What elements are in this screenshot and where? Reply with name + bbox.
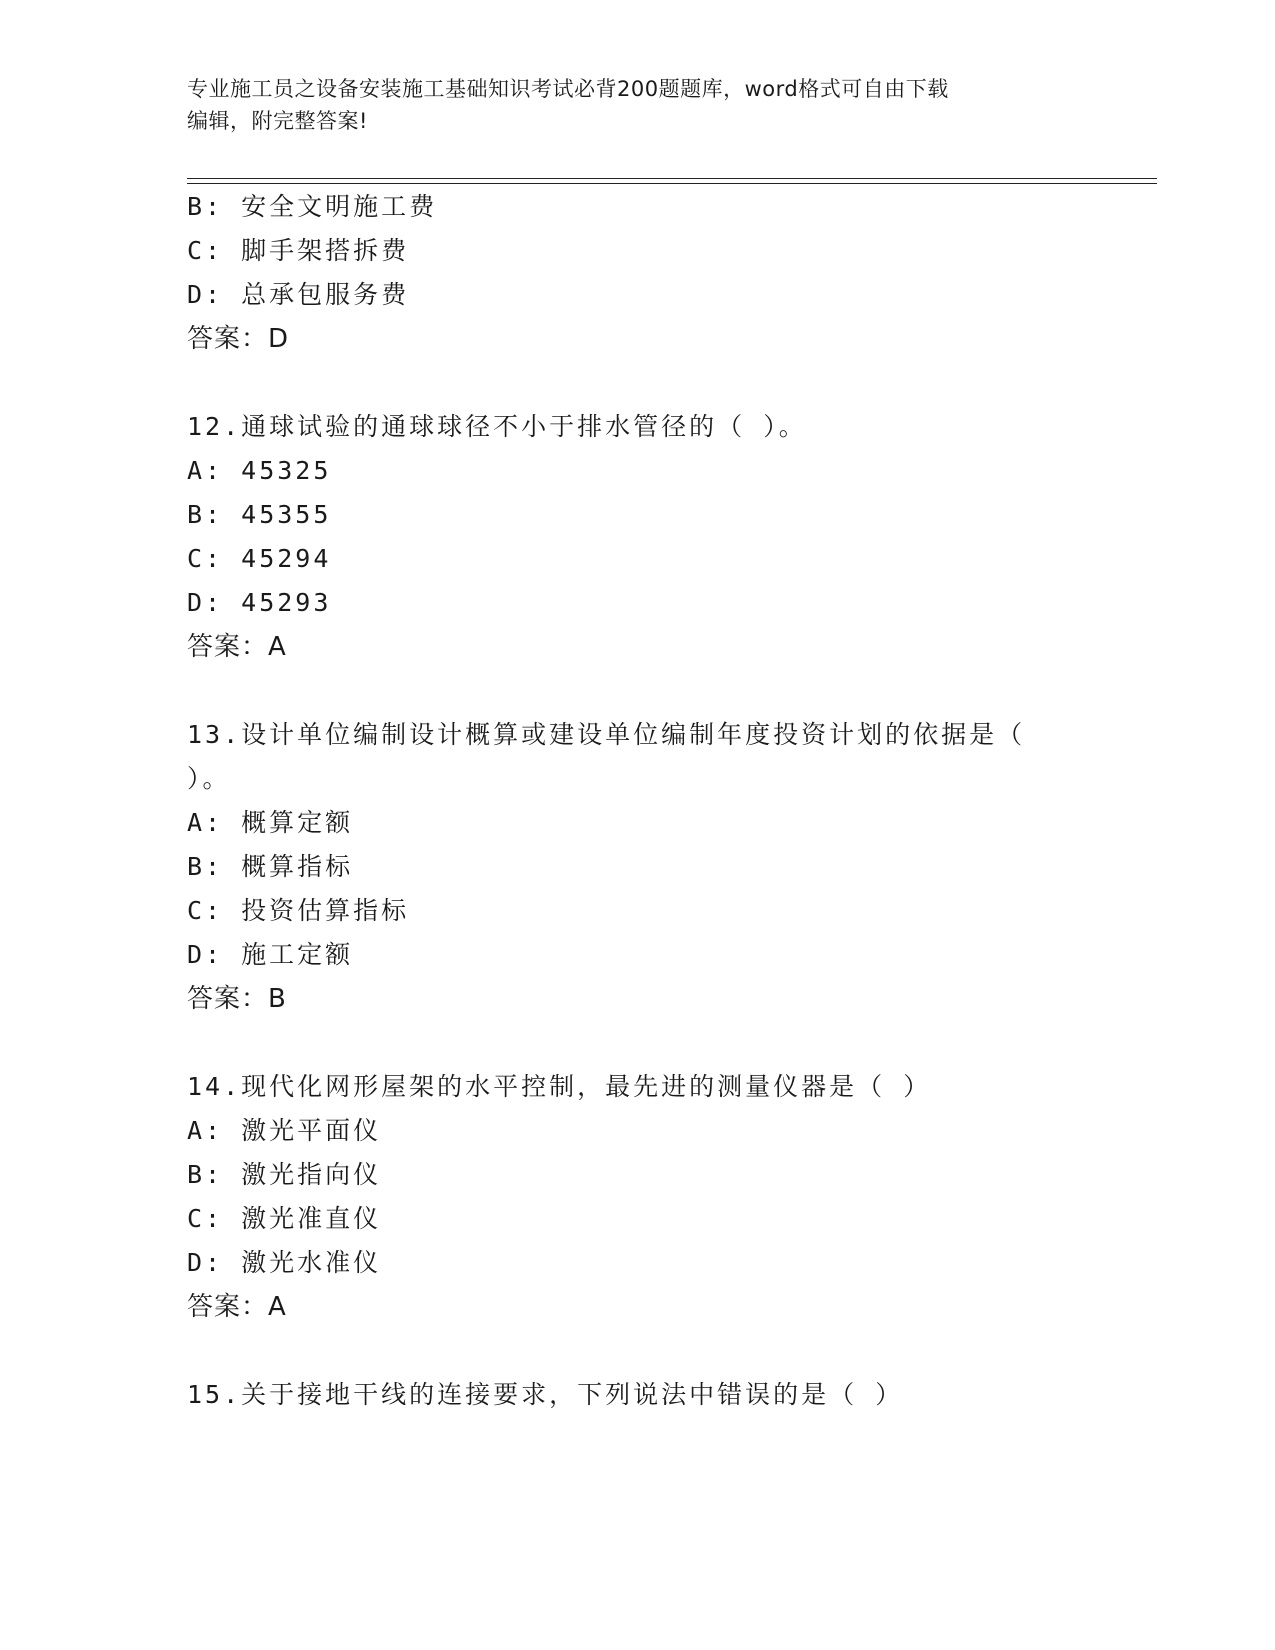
q14-option-a: A: 激光平面仪 [187,1116,382,1145]
q12-question: 12.通球试验的通球球径不小于排水管径的（ ）。 [187,412,807,441]
q14-option-c: C: 激光准直仪 [187,1204,382,1233]
q12-option-d: D: 45293 [187,588,332,617]
q14-answer: 答案：A [187,1292,287,1322]
q14-option-b: B: 激光指向仪 [187,1160,382,1189]
q12-option-b: B: 45355 [187,500,332,529]
document-header [187,73,1087,137]
q11-answer: 答案：D [187,324,290,354]
q11-option-b: B: 安全文明施工费 [187,192,438,221]
q13-option-b: B: 概算指标 [187,852,354,881]
q13-option-a: A: 概算定额 [187,808,354,837]
header-divider-bottom [187,183,1157,184]
q12-option-c: C: 45294 [187,544,332,573]
q11-option-d: D: 总承包服务费 [187,280,410,309]
header-title-line-1: 专业施工员之设备安装施工基础知识考试必背200题题库，word格式可自由下载 [187,77,949,101]
q13-question-line-2: ）。 [187,764,231,793]
q13-question-line-1: 13.设计单位编制设计概算或建设单位编制年度投资计划的依据是（ [187,720,1026,749]
header-title-line-2: 编辑，附完整答案! [187,109,368,133]
q14-question: 14.现代化网形屋架的水平控制，最先进的测量仪器是（ ） [187,1072,932,1101]
q13-answer: 答案：B [187,984,287,1014]
q14-option-d: D: 激光水准仪 [187,1248,382,1277]
header-divider-top [187,178,1157,179]
q15-question: 15.关于接地干线的连接要求，下列说法中错误的是（ ） [187,1380,904,1409]
q11-option-c: C: 脚手架搭拆费 [187,236,410,265]
q13-option-d: D: 施工定额 [187,940,354,969]
q12-option-a: A: 45325 [187,456,332,485]
q13-option-c: C: 投资估算指标 [187,896,410,925]
q12-answer: 答案：A [187,632,287,662]
